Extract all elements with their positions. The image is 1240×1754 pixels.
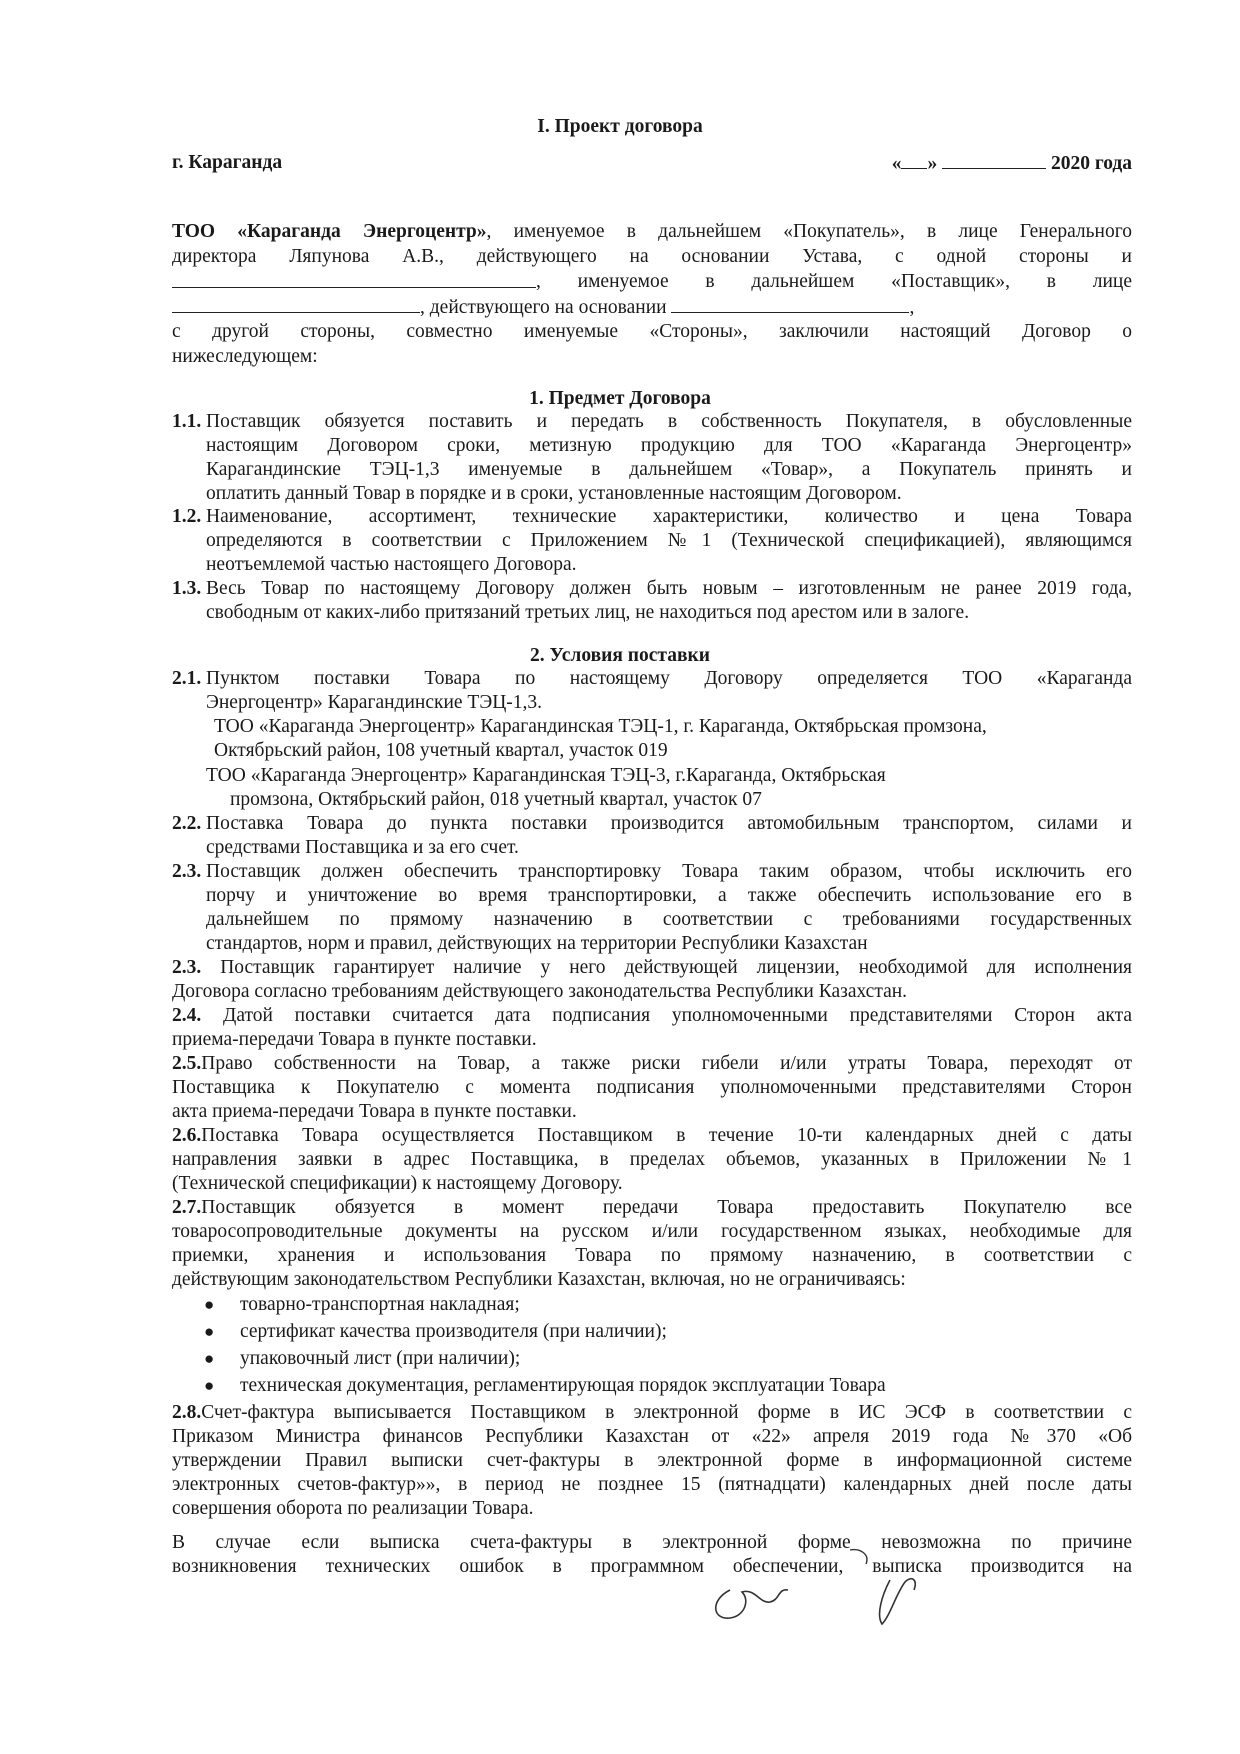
list-item: упаковочный лист (при наличии); — [240, 1348, 521, 1369]
list-item: техническая документация, регламентирующая порядок эксплуатации Товара — [240, 1375, 886, 1396]
clause-line: Поставщика к Покупателю с момента подписания уполномоченными представителями Сторон — [172, 1077, 1132, 1098]
clause-line: неотъемлемой частью настоящего Договора. — [206, 554, 577, 575]
clause-line: товаросопроводительные документы на русском и/или государственном языках, необходимые для — [172, 1221, 1132, 1242]
clause-line: действующим законодательством Республики Казахстан, включая, но не ограничиваясь: — [172, 1269, 906, 1290]
clause-line: Энергоцентр» Карагандинские ТЭЦ-1,3. — [206, 692, 543, 713]
clause-line: электронных счетов-фактур»», в период не позднее 15 (пятнадцати) календарных дней после даты — [172, 1474, 1132, 1495]
list-item: товарно-транспортная накладная; — [240, 1294, 520, 1315]
day-blank[interactable] — [901, 150, 927, 169]
clause-line: дальнейшем по прямому назначению в соответствии с требованиями государственных — [206, 909, 1132, 930]
clause-line: определяются в соответствии с Приложением №1 (Технической спецификацией), являющимся — [206, 530, 1132, 551]
month-blank[interactable] — [942, 150, 1046, 169]
clause-line: Приказом Министра финансов Республики Казахстан от «22» апреля 2019 года №370 «Об — [172, 1426, 1132, 1447]
clause-number: 2.2. — [172, 813, 202, 834]
address-line: ТОО «Караганда Энергоцентр» Карагандинская ТЭЦ-1, г. Караганда, Октябрьская промзона, — [214, 716, 987, 737]
section-heading: 1. Предмет Договора — [529, 388, 711, 409]
clause-line: 2.8.Счет-фактура выписывается Поставщиком в электронной форме в ИС ЭСФ в соответствии с — [172, 1402, 1132, 1423]
clause-line: направления заявки в адрес Поставщика, в пределах объемов, указанных в Приложении №1 — [172, 1149, 1132, 1170]
date-line: « » 2020 года — [850, 150, 1132, 177]
intro-line: , именуемое в дальнейшем «Поставщик», в лице — [172, 269, 1132, 296]
bullet-dot: ● — [204, 1295, 215, 1314]
clause-line: Карагандинские ТЭЦ-1,3 именуемые в дальнейшем «Товар», а Покупатель принять и — [206, 459, 1132, 480]
handwritten-initials — [700, 1520, 1000, 1630]
clause-line: 2.4. Датой поставки считается дата подписания уполномоченными представителями Сторон акта — [172, 1005, 1133, 1026]
clause-line: акта приема-передачи Товара в пункте поставки. — [172, 1101, 577, 1122]
clause-line: 2.7.Поставщик обязуется в момент передачи Товара предоставить Покупателю все — [172, 1197, 1132, 1218]
clause-line: Весь Товар по настоящему Договору должен быть новым – изготовленным не ранее 2019 года, — [206, 578, 1132, 599]
clause-line: Пунктом поставки Товара по настоящему Договору определяется ТОО «Караганда — [206, 668, 1132, 689]
document-title: I. Проект договора — [537, 116, 703, 137]
clause-line: утверждении Правил выписки счет-фактуры в электронной форме в информационной системе — [172, 1450, 1132, 1471]
clause-line: настоящим Договором сроки, метизную продукцию для ТОО «Караганда Энергоцентр» — [206, 435, 1132, 456]
address-line: ТОО «Караганда Энергоцентр» Карагандинская ТЭЦ-3, г.Караганда, Октябрьская — [206, 765, 886, 786]
basis-blank[interactable] — [671, 294, 909, 313]
list-item: сертификат качества производителя (при наличии); — [240, 1321, 667, 1342]
clause-line: 2.3. Поставщик гарантирует наличие у него действующей лицензии, необходимой для исполнения — [172, 957, 1132, 978]
clause-line: 2.5.Право собственности на Товар, а также риски гибели и/или утраты Товара, переходят от — [172, 1053, 1132, 1074]
clause-line: совершения оборота по реализации Товара. — [172, 1498, 534, 1519]
clause-line: возникновения технических ошибок в программном обеспечении, выписка производится на — [172, 1556, 1132, 1577]
bullet-dot: ● — [204, 1349, 215, 1368]
city: г. Караганда — [172, 152, 283, 173]
clause-line: Поставщик должен обеспечить транспортировку Товара таким образом, чтобы исключить его — [206, 861, 1132, 882]
section-heading: 2. Условия поставки — [530, 645, 710, 666]
clause-number: 1.3. — [172, 578, 202, 599]
clause-line: (Технической спецификации) к настоящему Договору. — [172, 1173, 623, 1194]
clause-line: В случае если выписка счета-фактуры в электронной форме невозможна по причине — [172, 1532, 1132, 1553]
clause-line: стандартов, норм и правил, действующих на территории Республики Казахстан — [206, 933, 868, 954]
year: 2020 года — [1050, 153, 1132, 174]
intro-line: директора Ляпунова А.В., действующего на основании Устава, с одной стороны и — [172, 246, 1132, 267]
intro-line: нижеследующем: — [172, 346, 318, 367]
clause-line: свободным от каких-либо притязаний третьих лиц, не находиться под арестом или в залоге. — [206, 602, 970, 623]
bullet-dot: ● — [204, 1322, 215, 1341]
clause-number: 2.1. — [172, 668, 202, 689]
address-line: Октябрьский район, 108 учетный квартал, участок 019 — [214, 740, 668, 761]
clause-number: 1.1. — [172, 411, 202, 432]
clause-number: 2.3. — [172, 861, 202, 882]
address-line: промзона, Октябрьский район, 018 учетный квартал, участок 07 — [230, 789, 762, 810]
intro-line: с другой стороны, совместно именуемые «Стороны», заключили настоящий Договор о — [172, 321, 1132, 342]
clause-line: Договора согласно требованиям действующего законодательства Республики Казахстан. — [172, 981, 908, 1002]
supplier-name-blank[interactable] — [172, 269, 536, 288]
clause-line: приема-передачи Товара в пункте поставки. — [172, 1029, 537, 1050]
intro-line: , действующего на основании , — [172, 294, 1132, 321]
clause-line: Поставка Товара до пункта поставки производится автомобильным транспортом, силами и — [206, 813, 1132, 834]
clause-line: оплатить данный Товар в порядке и в сроки, установленные настоящим Договором. — [206, 483, 902, 504]
clause-number: 1.2. — [172, 506, 202, 527]
intro-line: ТОО «Караганда Энергоцентр», именуемое в дальнейшем «Покупатель», в лице Генерального — [172, 221, 1132, 242]
clause-line: 2.6.Поставка Товара осуществляется Поставщиком в течение 10-ти календарных дней с даты — [172, 1125, 1132, 1146]
clause-line: средствами Поставщика и за его счет. — [206, 837, 519, 858]
clause-line: порчу и уничтожение во время транспортировки, а также обеспечить использование его в — [206, 885, 1132, 906]
clause-line: приемки, хранения и использования Товара по прямому назначению, в соответствии с — [172, 1245, 1132, 1266]
bullet-dot: ● — [204, 1376, 215, 1395]
representative-blank[interactable] — [172, 294, 420, 313]
clause-line: Поставщик обязуется поставить и передать в собственность Покупателя, в обусловленные — [206, 411, 1132, 432]
clause-line: Наименование, ассортимент, технические характеристики, количество и цена Товара — [206, 506, 1132, 527]
